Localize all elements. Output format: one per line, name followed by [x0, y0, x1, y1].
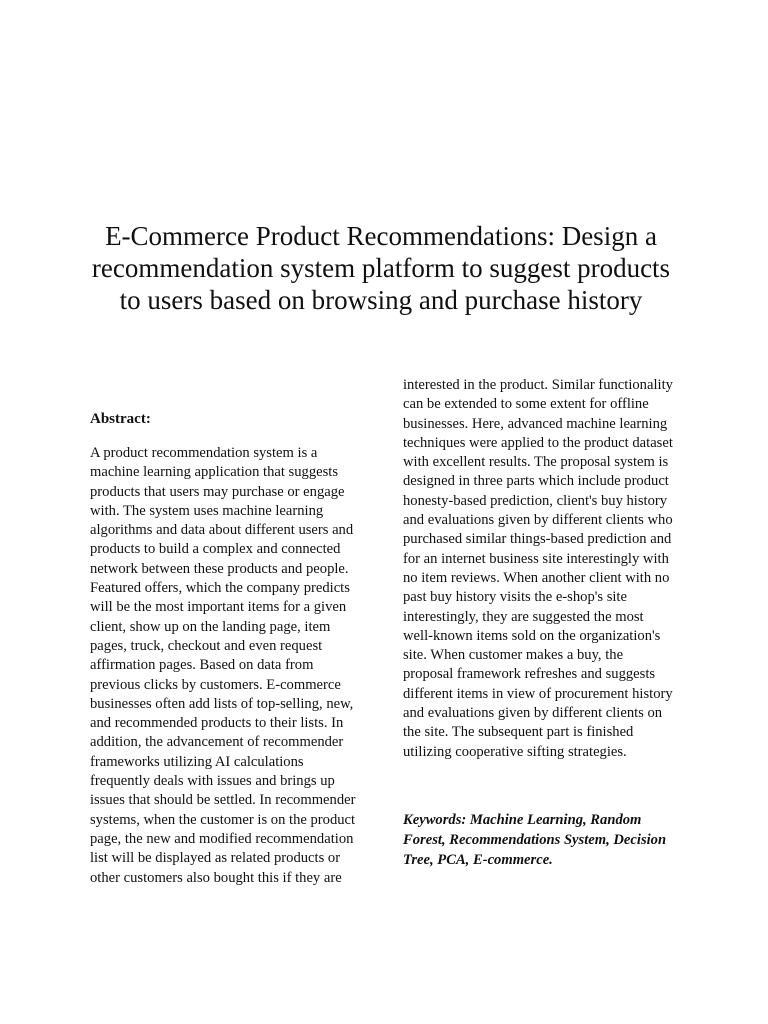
abstract-heading: Abstract:: [90, 411, 151, 427]
abstract-text-right: interested in the product. Similar functionality can be extended to some extent for offline businesses. Here, advanced machine learning techniques were applied to the product dataset with excellent results. The proposal system is designed in three parts which include product honesty-based prediction, client's buy history and evaluations given by different clients who purchased similar things-based prediction and for an internet business site interestingly with no item reviews. When another client with no past buy history visits the e-shop's site interestingly, they are suggested the most well-known items sold on the organization's site. When customer makes a buy, the proposal framework refreshes and suggests different items in view of procurement history and evaluations given by different clients on the site. The subsequent part is finished utilizing cooperative sifting strategies.: [403, 377, 673, 760]
keywords: Keywords: Machine Learning, Random Forest, Recommendations System, Decision Tree, PCA, E-commerce.: [403, 811, 667, 868]
left-column: [90, 410, 360, 888]
right-column: [403, 376, 675, 885]
abstract-text-left: A product recommendation system is a machine learning application that suggests products that users may purchase or engage with. The system uses machine learning algorithms and data about different users and products to build a complex and connected network between these products and people. Featured offers, which the company predicts will be the most important items for a given client, show up on the landing page, item pages, truck, checkout and even request affirmation pages. Based on data from previous clicks by customers. E-commerce businesses often add lists of top-selling, new, and recommended products to their lists. In addition, the advancement of recommender frameworks utilizing AI calculations frequently deals with issues and brings up issues that should be settled. In recommender systems, when the customer is on the product page, the new and modified recommendation list will be displayed as related products or other customers also bought this if they are: [90, 445, 356, 886]
paper-title: E-Commerce Product Recommendations: Design a recommendation system platform to suggest products to users based on browsing and purchase history: [91, 221, 671, 315]
